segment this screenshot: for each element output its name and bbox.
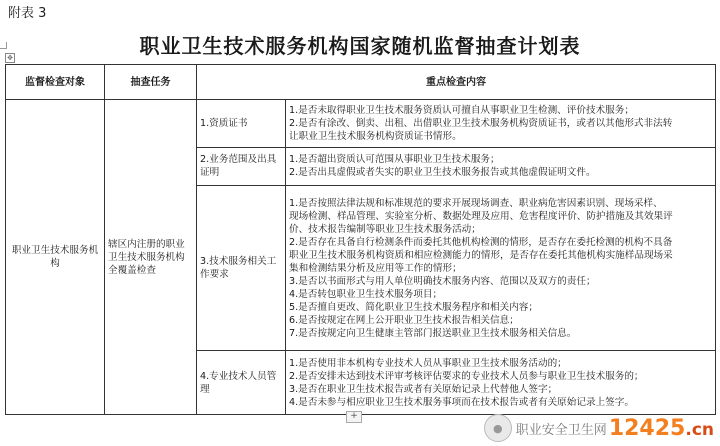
content-line: 4.是否未参与相应职业卫生技术服务事项而在技术报告或者有关原始记录上签字。 xyxy=(289,396,634,408)
content-line: 1.是否按照法律法规和标准规范的要求开展现场调查、职业病危害因素识别、现场采样、 xyxy=(289,197,663,209)
content-line: 6.是否按规定在网上公开职业卫生技术报告相关信息； xyxy=(289,314,519,326)
site-logo xyxy=(609,416,714,441)
task-name-cell: 1.资质证书 xyxy=(197,100,286,148)
inspection-scope-cell: 辖区内注册的职业卫生技术服务机构全覆盖检查 xyxy=(105,100,197,415)
content-line: 4.是否转包职业卫生技术服务项目； xyxy=(289,288,443,300)
task-name-cell: 2.业务范围及出具证明 xyxy=(197,147,286,185)
content-line: 1.是否超出资质认可范围从事职业卫生技术服务； xyxy=(289,154,500,166)
header-content: 重点检查内容 xyxy=(197,65,716,100)
table-row xyxy=(6,100,716,148)
content-line: 职业卫生技术服务机构资质和相应检测能力的情形，是否存在委托其他机构实施样品现场采 xyxy=(289,249,673,261)
content-line: 3.是否以书面形式与用人单位明确技术服务内容、范围以及双方的责任； xyxy=(289,275,596,287)
task-content-cell xyxy=(286,351,716,415)
inspection-object-cell: 职业卫生技术服务机构 xyxy=(6,100,105,415)
attachment-label: 附表 3 xyxy=(8,6,47,21)
content-line: 2.是否出具虚假或者失实的职业卫生技术服务报告或其他虚假证明文件。 xyxy=(289,167,596,179)
site-logo-suffix: .cn xyxy=(685,419,714,440)
task-content-cell xyxy=(286,147,716,185)
header-task: 抽查任务 xyxy=(105,65,197,100)
content-line: 2.是否有涂改、倒卖、出租、出借职业卫生技术服务机构资质证书，或者以其他形式非法转 xyxy=(289,117,673,129)
content-line: 价、技术报告编制等职业卫生技术服务活动； xyxy=(289,223,481,235)
content-line: 7.是否按规定向卫生健康主管部门报送职业卫生技术服务相关信息。 xyxy=(289,327,577,339)
watermark-text: 职业安全卫生网 xyxy=(515,422,607,438)
table-header-row xyxy=(6,65,716,100)
document-title: 职业卫生技术服务机构国家随机监督抽查计划表 xyxy=(139,34,581,58)
content-line: 现场检测、样品管理、实验室分析、数据处理及应用、危害程度评价、防护措施及其效果评 xyxy=(289,210,673,222)
content-line: 2.是否安排未达到技术评审考核评估要求的专业技术人员参与职业卫生技术服务的； xyxy=(289,370,644,382)
inspection-plan-table xyxy=(5,64,716,415)
task-name-cell: 4.专业技术人员管理 xyxy=(197,351,286,415)
content-line: 2.是否存在具备自行检测条件而委托其他机构检测的情形，是否存在委托检测的机构不具备 xyxy=(289,236,673,248)
content-line: 5.是否擅自更改、简化职业卫生技术服务程序和相关内容； xyxy=(289,301,538,313)
task-content-cell xyxy=(286,185,716,350)
content-line: 1.是否未取得职业卫生技术服务资质认可擅自从事职业卫生检测、评价技术服务； xyxy=(289,104,634,116)
header-object: 监督检查对象 xyxy=(6,65,105,100)
wechat-logo-icon: ● xyxy=(484,414,512,442)
add-row-button[interactable]: + xyxy=(346,411,362,423)
site-logo-number: 12425 xyxy=(608,415,686,441)
content-line: 让职业卫生技术服务机构资质证书情形。 xyxy=(289,130,462,142)
watermark xyxy=(484,414,714,442)
content-line: 3.是否在职业卫生技术报告或者有关原始记录上代替他人签字； xyxy=(289,383,558,395)
table-move-handle-icon[interactable]: ✥ xyxy=(5,53,15,63)
task-content-cell xyxy=(286,100,716,148)
content-line: 1.是否使用非本机构专业技术人员从事职业卫生技术服务活动的； xyxy=(289,357,567,369)
content-line: 集和检测结果分析及应用等工作的情形； xyxy=(289,262,462,274)
task-name-cell: 3.技术服务相关工作要求 xyxy=(197,185,286,350)
